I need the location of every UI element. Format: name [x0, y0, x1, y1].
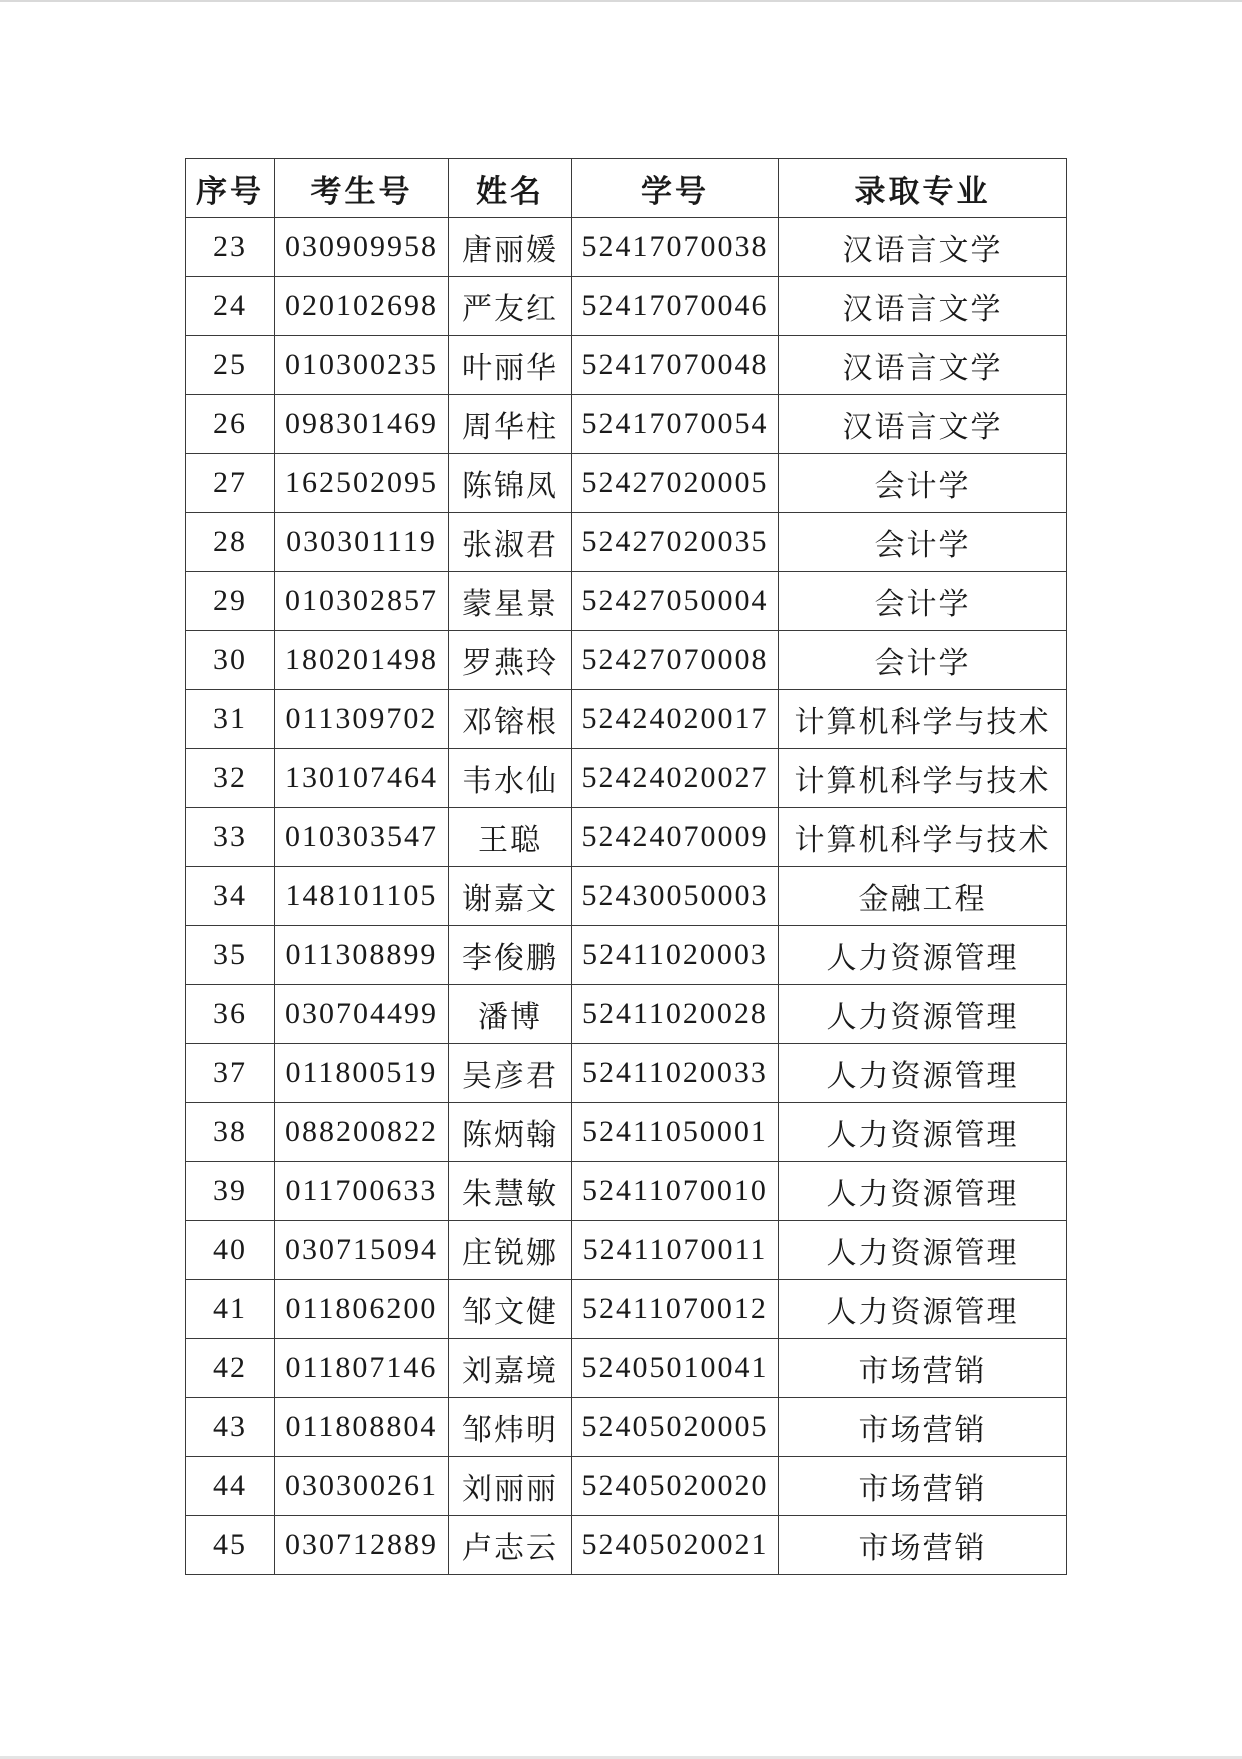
cell-major: 汉语言文学: [779, 277, 1067, 336]
cell-name: 罗燕玲: [449, 631, 572, 690]
cell-exam-no: 011800519: [275, 1044, 449, 1103]
cell-seq: 28: [186, 513, 275, 572]
cell-student-id: 52427020005: [572, 454, 779, 513]
cell-major: 市场营销: [779, 1516, 1067, 1575]
cell-name: 王聪: [449, 808, 572, 867]
cell-major: 汉语言文学: [779, 336, 1067, 395]
cell-seq: 32: [186, 749, 275, 808]
cell-name: 严友红: [449, 277, 572, 336]
cell-name: 李俊鹏: [449, 926, 572, 985]
cell-seq: 31: [186, 690, 275, 749]
cell-name: 谢嘉文: [449, 867, 572, 926]
table-row: [186, 808, 1067, 867]
cell-major: 金融工程: [779, 867, 1067, 926]
cell-student-id: 52411070012: [572, 1280, 779, 1339]
cell-student-id: 52411020028: [572, 985, 779, 1044]
cell-seq: 35: [186, 926, 275, 985]
cell-student-id: 52427050004: [572, 572, 779, 631]
cell-student-id: 52417070046: [572, 277, 779, 336]
cell-seq: 23: [186, 218, 275, 277]
cell-seq: 27: [186, 454, 275, 513]
cell-name: 陈锦凤: [449, 454, 572, 513]
cell-seq: 24: [186, 277, 275, 336]
cell-name: 刘丽丽: [449, 1457, 572, 1516]
cell-major: 人力资源管理: [779, 1103, 1067, 1162]
table-row: [186, 513, 1067, 572]
cell-exam-no: 088200822: [275, 1103, 449, 1162]
table-row: [186, 1339, 1067, 1398]
table-row: [186, 1044, 1067, 1103]
table-row: [186, 454, 1067, 513]
cell-name: 庄锐娜: [449, 1221, 572, 1280]
cell-exam-no: 011807146: [275, 1339, 449, 1398]
cell-seq: 30: [186, 631, 275, 690]
table-row: [186, 926, 1067, 985]
cell-student-id: 52405020005: [572, 1398, 779, 1457]
cell-name: 朱慧敏: [449, 1162, 572, 1221]
cell-major: 人力资源管理: [779, 926, 1067, 985]
cell-student-id: 52417070054: [572, 395, 779, 454]
cell-major: 汉语言文学: [779, 218, 1067, 277]
cell-student-id: 52411070011: [572, 1221, 779, 1280]
table-row: [186, 1103, 1067, 1162]
cell-student-id: 52411020033: [572, 1044, 779, 1103]
table-row: [186, 1162, 1067, 1221]
cell-exam-no: 162502095: [275, 454, 449, 513]
header-row: [186, 159, 1067, 218]
table-row: [186, 631, 1067, 690]
cell-seq: 42: [186, 1339, 275, 1398]
cell-major: 会计学: [779, 631, 1067, 690]
header-exam-no: 考生号: [275, 159, 449, 218]
cell-seq: 36: [186, 985, 275, 1044]
cell-exam-no: 180201498: [275, 631, 449, 690]
cell-name: 陈炳翰: [449, 1103, 572, 1162]
cell-major: 市场营销: [779, 1339, 1067, 1398]
cell-exam-no: 098301469: [275, 395, 449, 454]
cell-seq: 44: [186, 1457, 275, 1516]
table-row: [186, 218, 1067, 277]
cell-seq: 40: [186, 1221, 275, 1280]
cell-exam-no: 011806200: [275, 1280, 449, 1339]
cell-exam-no: 011808804: [275, 1398, 449, 1457]
cell-major: 计算机科学与技术: [779, 808, 1067, 867]
cell-seq: 33: [186, 808, 275, 867]
cell-seq: 37: [186, 1044, 275, 1103]
table-row: [186, 867, 1067, 926]
cell-name: 刘嘉境: [449, 1339, 572, 1398]
cell-student-id: 52424020017: [572, 690, 779, 749]
cell-name: 潘博: [449, 985, 572, 1044]
cell-exam-no: 030909958: [275, 218, 449, 277]
cell-name: 卢志云: [449, 1516, 572, 1575]
cell-student-id: 52430050003: [572, 867, 779, 926]
cell-student-id: 52417070038: [572, 218, 779, 277]
cell-seq: 41: [186, 1280, 275, 1339]
cell-exam-no: 030301119: [275, 513, 449, 572]
cell-student-id: 52424070009: [572, 808, 779, 867]
cell-major: 会计学: [779, 513, 1067, 572]
cell-name: 张淑君: [449, 513, 572, 572]
table-row: [186, 1398, 1067, 1457]
cell-major: 人力资源管理: [779, 1221, 1067, 1280]
cell-exam-no: 030715094: [275, 1221, 449, 1280]
table-row: [186, 985, 1067, 1044]
header-major: 录取专业: [779, 159, 1067, 218]
cell-student-id: 52424020027: [572, 749, 779, 808]
header-student-id: 学号: [572, 159, 779, 218]
cell-name: 邓镕根: [449, 690, 572, 749]
cell-seq: 34: [186, 867, 275, 926]
table-row: [186, 1516, 1067, 1575]
cell-major: 汉语言文学: [779, 395, 1067, 454]
table-row: [186, 336, 1067, 395]
cell-seq: 25: [186, 336, 275, 395]
cell-student-id: 52405020020: [572, 1457, 779, 1516]
cell-exam-no: 030704499: [275, 985, 449, 1044]
header-name: 姓名: [449, 159, 572, 218]
cell-seq: 43: [186, 1398, 275, 1457]
cell-student-id: 52411020003: [572, 926, 779, 985]
table-row: [186, 277, 1067, 336]
cell-student-id: 52417070048: [572, 336, 779, 395]
cell-major: 会计学: [779, 572, 1067, 631]
cell-name: 周华柱: [449, 395, 572, 454]
cell-student-id: 52405020021: [572, 1516, 779, 1575]
cell-exam-no: 148101105: [275, 867, 449, 926]
cell-name: 唐丽媛: [449, 218, 572, 277]
cell-major: 人力资源管理: [779, 1162, 1067, 1221]
cell-major: 计算机科学与技术: [779, 690, 1067, 749]
table-row: [186, 395, 1067, 454]
cell-exam-no: 030300261: [275, 1457, 449, 1516]
cell-exam-no: 030712889: [275, 1516, 449, 1575]
cell-student-id: 52405010041: [572, 1339, 779, 1398]
cell-major: 人力资源管理: [779, 985, 1067, 1044]
cell-seq: 45: [186, 1516, 275, 1575]
table-row: [186, 749, 1067, 808]
cell-name: 叶丽华: [449, 336, 572, 395]
cell-major: 计算机科学与技术: [779, 749, 1067, 808]
cell-name: 蒙星景: [449, 572, 572, 631]
cell-student-id: 52427070008: [572, 631, 779, 690]
cell-exam-no: 130107464: [275, 749, 449, 808]
cell-exam-no: 011308899: [275, 926, 449, 985]
table-row: [186, 1457, 1067, 1516]
cell-name: 邹炜明: [449, 1398, 572, 1457]
cell-name: 吴彦君: [449, 1044, 572, 1103]
cell-seq: 26: [186, 395, 275, 454]
cell-seq: 38: [186, 1103, 275, 1162]
cell-name: 邹文健: [449, 1280, 572, 1339]
cell-student-id: 52427020035: [572, 513, 779, 572]
cell-major: 市场营销: [779, 1457, 1067, 1516]
cell-major: 人力资源管理: [779, 1044, 1067, 1103]
cell-exam-no: 020102698: [275, 277, 449, 336]
cell-exam-no: 011700633: [275, 1162, 449, 1221]
cell-exam-no: 011309702: [275, 690, 449, 749]
table-row: [186, 690, 1067, 749]
cell-exam-no: 010300235: [275, 336, 449, 395]
cell-student-id: 52411070010: [572, 1162, 779, 1221]
table-row: [186, 1280, 1067, 1339]
page-top-edge: [0, 0, 1242, 2]
cell-seq: 29: [186, 572, 275, 631]
table-body: [186, 218, 1067, 1575]
cell-major: 人力资源管理: [779, 1280, 1067, 1339]
admission-list-table: [185, 158, 1067, 1575]
table-row: [186, 1221, 1067, 1280]
cell-seq: 39: [186, 1162, 275, 1221]
header-seq: 序号: [186, 159, 275, 218]
cell-exam-no: 010303547: [275, 808, 449, 867]
cell-major: 会计学: [779, 454, 1067, 513]
table-row: [186, 572, 1067, 631]
cell-major: 市场营销: [779, 1398, 1067, 1457]
cell-student-id: 52411050001: [572, 1103, 779, 1162]
table-header: [186, 159, 1067, 218]
cell-exam-no: 010302857: [275, 572, 449, 631]
cell-name: 韦水仙: [449, 749, 572, 808]
